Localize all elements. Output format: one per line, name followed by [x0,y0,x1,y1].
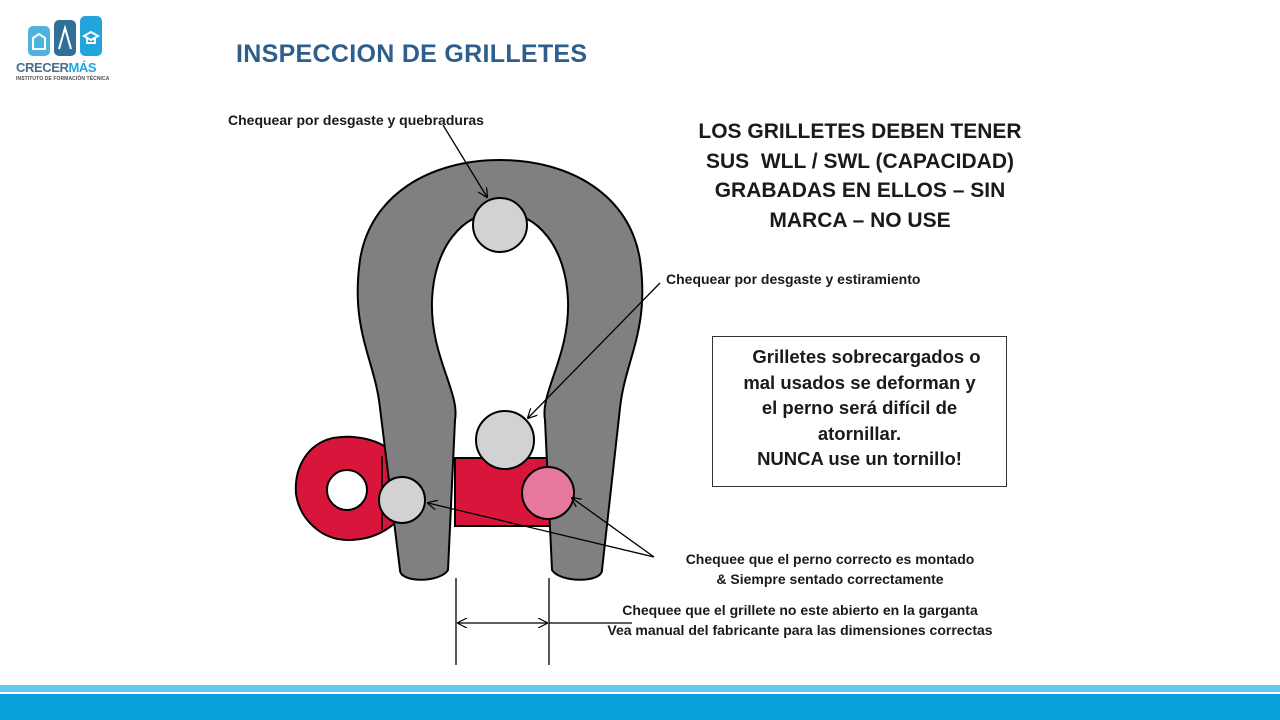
warning-line3: el perno será difícil de [761,397,958,418]
warning-line5: NUNCA use un tornillo! [757,448,962,469]
capacity-note-line2: SUS WLL / SWL (CAPACIDAD) [706,149,1014,173]
wear-point-stretch [476,411,534,469]
warning-line1: Grilletes sobrecargados o [752,346,981,367]
warning-line2: mal usados se deforman y [743,371,976,393]
capacity-note-line3: GRABADAS EN ELLOS – SIN [714,179,1006,202]
overload-warning-box [712,336,1007,487]
label-wear-stretch: Chequear por desgaste y estiramiento [666,271,921,287]
label-throat-check [570,600,1030,640]
logo-subtitle: INSTITUTO DE FORMACIÓN TÉCNICA [16,76,110,82]
logo-name-part1: CRECER [16,60,69,75]
capacity-note-line4: MARCA – NO USE [769,208,951,232]
wear-point-top [473,198,527,252]
label-wear-cracks: Chequear por desgaste y quebraduras [228,112,484,128]
warning-line4: atornillar. [817,422,902,444]
pin-point-left [379,477,425,523]
capacity-note-line1: LOS GRILLETES DEBEN TENER [698,120,1022,143]
footer-stripe [0,685,1280,692]
pin-point-right [522,467,574,519]
label-pin-line2: & Siempre sentado correctamente [716,571,944,587]
page-title: INSPECCION DE GRILLETES [236,40,588,68]
label-throat-line2: Vea manual del fabricante para las dimensiones correctas [607,622,993,638]
footer-band [0,694,1280,720]
logo-name-part2: MÁS [68,60,97,75]
label-pin-line1: Chequee que el perno correcto es montado [685,551,975,567]
label-throat-line1: Chequee que el grillete no este abierto en la garganta [622,602,978,618]
label-pin-check [650,549,1010,589]
capacity-note [650,117,1070,235]
